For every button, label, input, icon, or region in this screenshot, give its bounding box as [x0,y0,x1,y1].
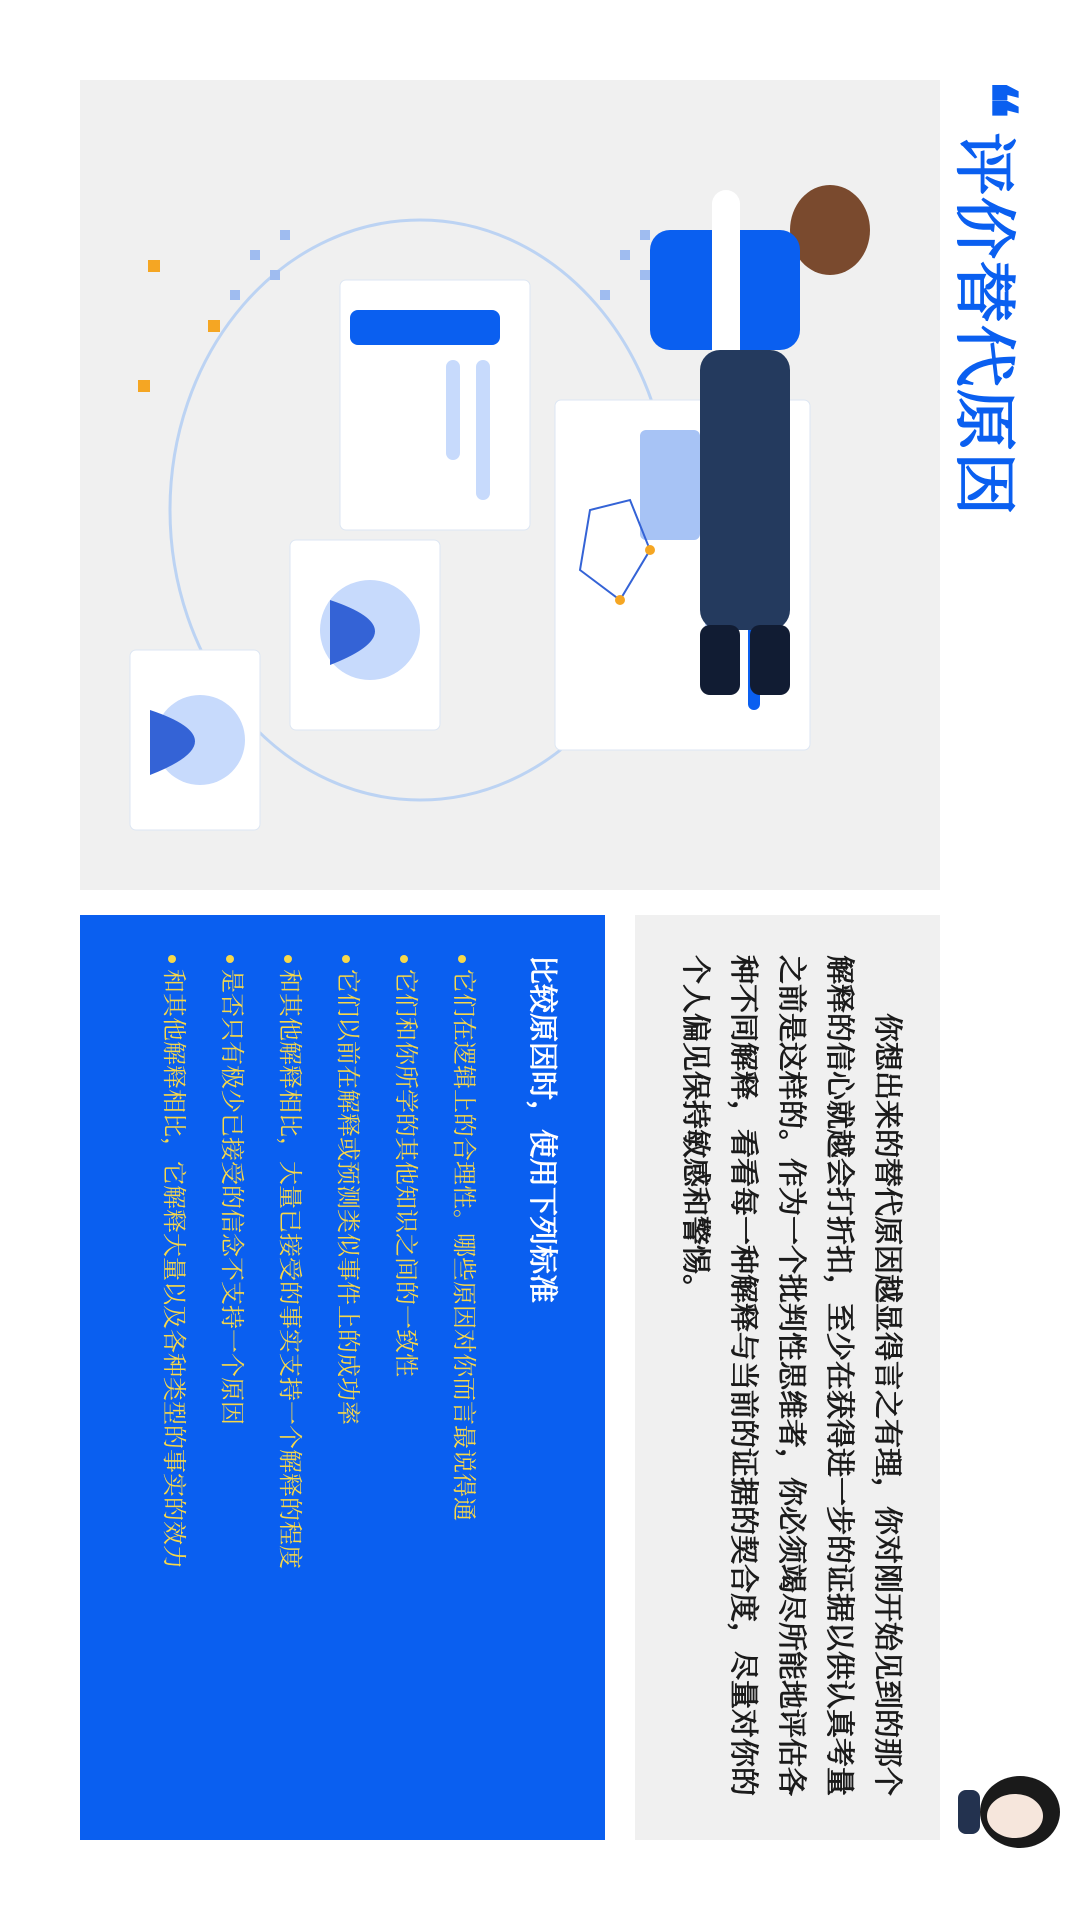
presenter-avatar-icon [955,1770,1065,1854]
bullet-icon [227,955,235,963]
criteria-title: 比较原因时，使用下列标准 [526,955,560,1304]
criteria-item: 它们和你所学的其他知识之间的一致性 [377,955,435,1825]
bullet-icon [169,955,177,963]
bullet-icon [343,955,351,963]
bullet-icon [401,955,409,963]
criteria-panel [80,915,605,1840]
criteria-item: 和其他解释相比，大量已接受的事实支持一个解释的程度 [261,955,319,1825]
explanation-paragraph: 你想出来的替代原因越显得言之有理，你对刚开始见到的那个解释的信心就越会打折扣，至少在获得进一步的证据以供认真考量之前是这样的。作为一个批判性思维者，你必须竭尽所能地评估各种不同解释，看看每一种解释与当前的证据的契合度，尽量对你的个人偏见保持敏感和警惕。 [679,955,905,1797]
illustration-panel [80,80,940,890]
criteria-item: 是否只有极少已接受的信念不支持一个原因 [203,955,261,1825]
slide-title: 评价替代原因 [948,132,1022,517]
explanation-panel [635,915,940,1840]
criteria-item: 它们在逻辑上的合理性。哪些原因对你而言最说得通 [435,955,493,1825]
bullet-icon [459,955,467,963]
analyst-with-profile-cards-illustration [80,80,940,890]
criteria-item: 它们以前在解释或预测类似事件上的成功率 [319,955,377,1825]
criteria-list [145,955,493,1825]
title-row [940,80,1040,517]
criteria-item: 和其他解释相比，它解释大量以及各种类型的事实的效力 [145,955,203,1825]
open-quote-icon: ❝ [948,80,1033,119]
bullet-icon [285,955,293,963]
